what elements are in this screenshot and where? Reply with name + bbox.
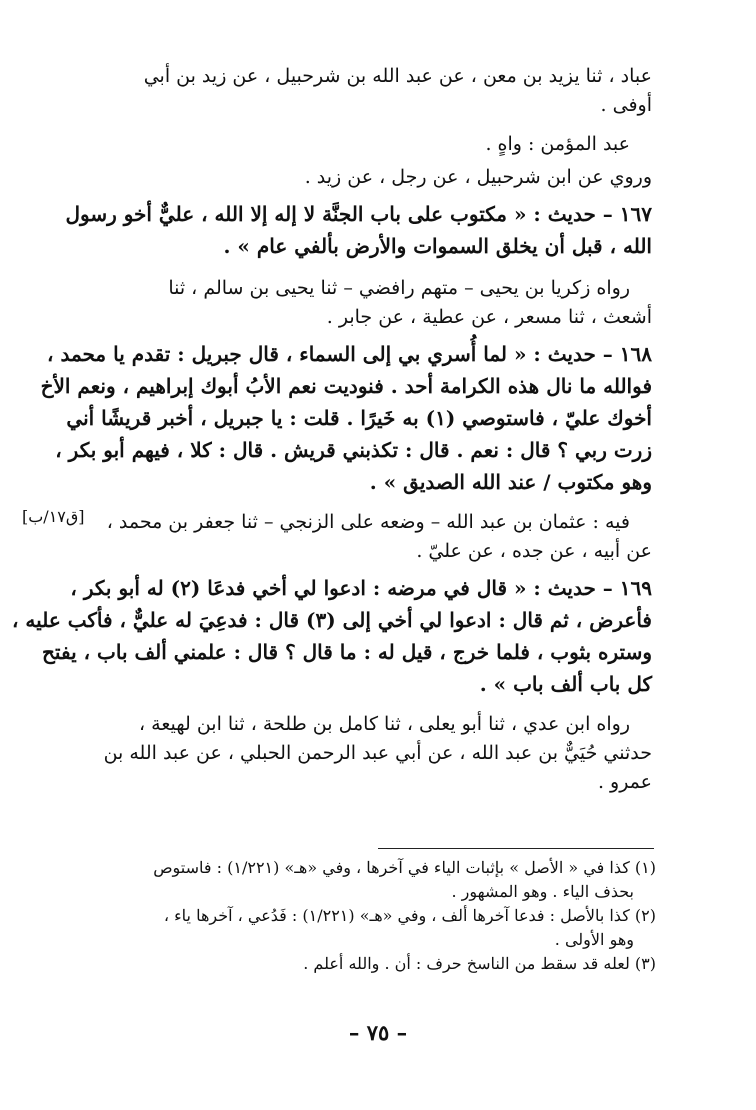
footnote-2: وهو الأولى . [554,930,634,949]
hadith-169-text: وستره بثوب ، فلما خرج ، قيل له : ما قال ؟ قال : علمني ألف باب ، يفتح [42,640,652,664]
hadith-168-text: زرت ربي ؟ قال : نعم . قال : تكذبني قريش . قال : كلا ، فيهم أبو بكر ، [55,438,652,462]
page-number: – ٧٥ – [348,1020,408,1045]
narration-168: فيه : عثمان بن عبد الله – وضعه على الزنجي – ثنا جعفر بن محمد ، [106,511,630,533]
footnote-1: (١) كذا في « الأصل » بإثبات الياء في آخرها ، وفي «هـ» (١/٢٢١) : فاستوص [153,858,656,877]
text-line: عباد ، ثنا يزيد بن معن ، عن عبد الله بن شرحبيل ، عن زيد بن أبي [143,65,652,87]
manuscript-folio-reference: [ق١٧/ب] [22,507,85,526]
hadith-169-text: فأعرض ، ثم قال : ادعوا لي أخي إلى (٣) قال : فدعِيَ له عليٌّ ، فأكب عليه ، [12,608,652,632]
narration-169: حدثني حُيَيٌّ بن عبد الله ، عن أبي عبد الرحمن الحبلي ، عن عبد الله بن [103,742,652,764]
text-line: أوفى . [600,94,652,116]
hadith-167-text: ١٦٧ – حديث : « مكتوب على باب الجنَّة لا إله إلا الله ، عليٌّ أخو رسول [65,202,652,226]
footnote-1: بحذف الياء . وهو المشهور . [451,882,634,901]
hadith-168-text: فوالله ما نال هذه الكرامة أحد . فنوديت نعم الأبُ أبوك إبراهيم ، ونعم الأخ [40,374,652,398]
footnote-divider [378,848,654,849]
text-line: عبد المؤمن : واهٍ . [485,133,630,155]
narration-167: رواه زكريا بن يحيى – متهم رافضي – ثنا يحيى بن سالم ، ثنا [168,277,630,299]
footnote-3: (٣) لعله قد سقط من الناسخ حرف : أن . والله أعلم . [303,954,656,973]
hadith-168-text: أخوك عليّ ، فاستوصي (١) به خَيرًا . قلت : يا جبريل ، أخبر قريشًا أني [66,406,652,430]
hadith-169-text: ١٦٩ – حديث : « قال في مرضه : ادعوا لي أخي فدعَا (٢) له أبو بكر ، [70,576,652,600]
footnotes [96,856,656,976]
hadith-168-text: ١٦٨ – حديث : « لما أُسري بي إلى السماء ، قال جبريل : تقدم يا محمد ، [47,342,652,366]
hadith-169-text: كل باب ألف باب » . [479,672,652,696]
narration-167: أشعث ، ثنا مسعر ، عن عطية ، عن جابر . [326,306,652,328]
narration-169: عمرو . [597,771,652,793]
footnote-2: (٢) كذا بالأصل : فدعا آخرها ألف ، وفي «هـ» (١/٢٢١) : فَدُعي ، آخرها ياء ، [163,906,656,925]
hadith-168-text: وهو مكتوب / عند الله الصديق » . [369,470,652,494]
narration-169: رواه ابن عدي ، ثنا أبو يعلى ، ثنا كامل بن طلحة ، ثنا ابن لهيعة ، [138,713,630,735]
hadith-167-text: الله ، قبل أن يخلق السموات والأرض بألفي عام » . [223,234,652,258]
narration-168: عن أبيه ، عن جده ، عن عليّ . [416,540,652,562]
text-line: وروي عن ابن شرحبيل ، عن رجل ، عن زيد . [304,166,652,188]
